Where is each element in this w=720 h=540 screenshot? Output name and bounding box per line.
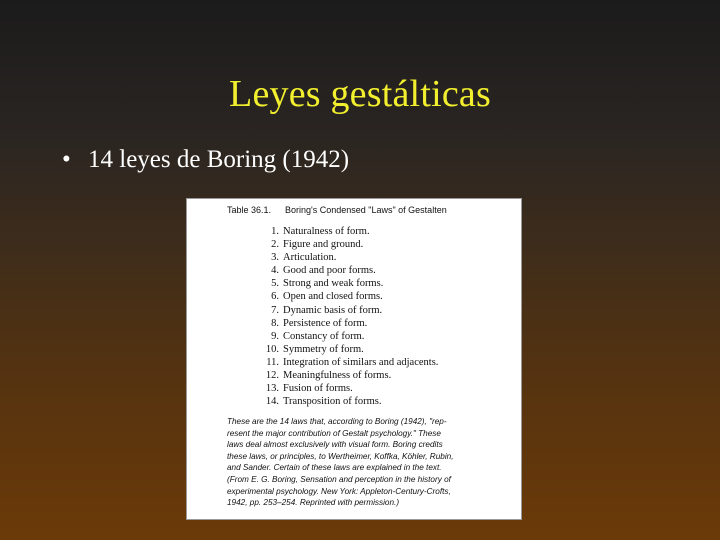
law-item (263, 356, 438, 369)
law-number: 1. (271, 226, 279, 237)
law-text: Meaningfulness of forms. (283, 370, 392, 382)
law-text: Strong and weak forms. (283, 278, 384, 290)
law-item (263, 382, 438, 395)
law-item (263, 395, 438, 408)
law-item (263, 343, 438, 356)
slide-title: Leyes gestálticas (229, 73, 491, 115)
law-text: Constancy of form. (283, 330, 365, 342)
law-item (263, 330, 438, 343)
law-number: 13. (265, 383, 279, 395)
law-item (263, 369, 438, 382)
law-item (263, 317, 438, 330)
law-number: 9. (271, 330, 279, 342)
bullet-item (62, 146, 349, 174)
law-text: Fusion of forms. (283, 383, 353, 395)
boring-laws-table-image (186, 198, 522, 520)
law-number: 6. (271, 291, 279, 303)
law-number: 14. (265, 396, 279, 408)
law-text: Integration of similars and adjacents. (283, 356, 439, 368)
law-number: 4. (271, 265, 279, 277)
table-title: Boring's Condensed "Laws" of Gestalten (285, 205, 447, 215)
law-number: 3. (271, 252, 279, 264)
law-number: 8. (271, 317, 279, 329)
law-text: Persistence of form. (283, 317, 368, 329)
table-number: Table 36.1. (227, 205, 272, 215)
bullet-glyph: • (62, 146, 71, 173)
table-note: These are the 14 laws that, according to Boring (1942), "rep- resent the major contribution of Gestalt psychology." These laws deal almost exclusively with visual form. Boring credits these laws, or principles, to Wertheimer, Koffka, Köhler, Rubin, and Sander. Certain of these laws are explained in the text. (From E. G. Boring, Sensation and perception in the history of experimental psychology. New York: Appleton-Century-Crofts, 1942, pp. 253–254. Reprinted with permission.) (227, 417, 454, 508)
law-item (263, 290, 438, 303)
law-item (263, 264, 438, 277)
laws-list (263, 225, 438, 408)
law-number: 7. (271, 304, 279, 316)
law-item (263, 251, 438, 264)
law-text: Articulation. (283, 252, 337, 264)
law-text: Figure and ground. (283, 239, 364, 251)
law-number: 5. (271, 278, 279, 290)
law-text: Naturalness of form. (283, 226, 370, 237)
law-text: Good and poor forms. (283, 265, 376, 277)
law-text: Symmetry of form. (283, 343, 364, 355)
law-text: Transposition of forms. (283, 396, 382, 408)
law-item (263, 225, 438, 238)
law-text: Dynamic basis of form. (283, 304, 383, 316)
table-heading (227, 205, 447, 215)
law-number: 2. (271, 239, 279, 251)
bullet-text: 14 leyes de Boring (1942) (88, 146, 350, 173)
law-item (263, 277, 438, 290)
law-number: 11. (266, 356, 279, 368)
law-number: 12. (265, 370, 279, 382)
law-number: 10. (265, 343, 279, 355)
law-item (263, 238, 438, 251)
law-text: Open and closed forms. (283, 291, 383, 303)
law-item (263, 304, 438, 317)
